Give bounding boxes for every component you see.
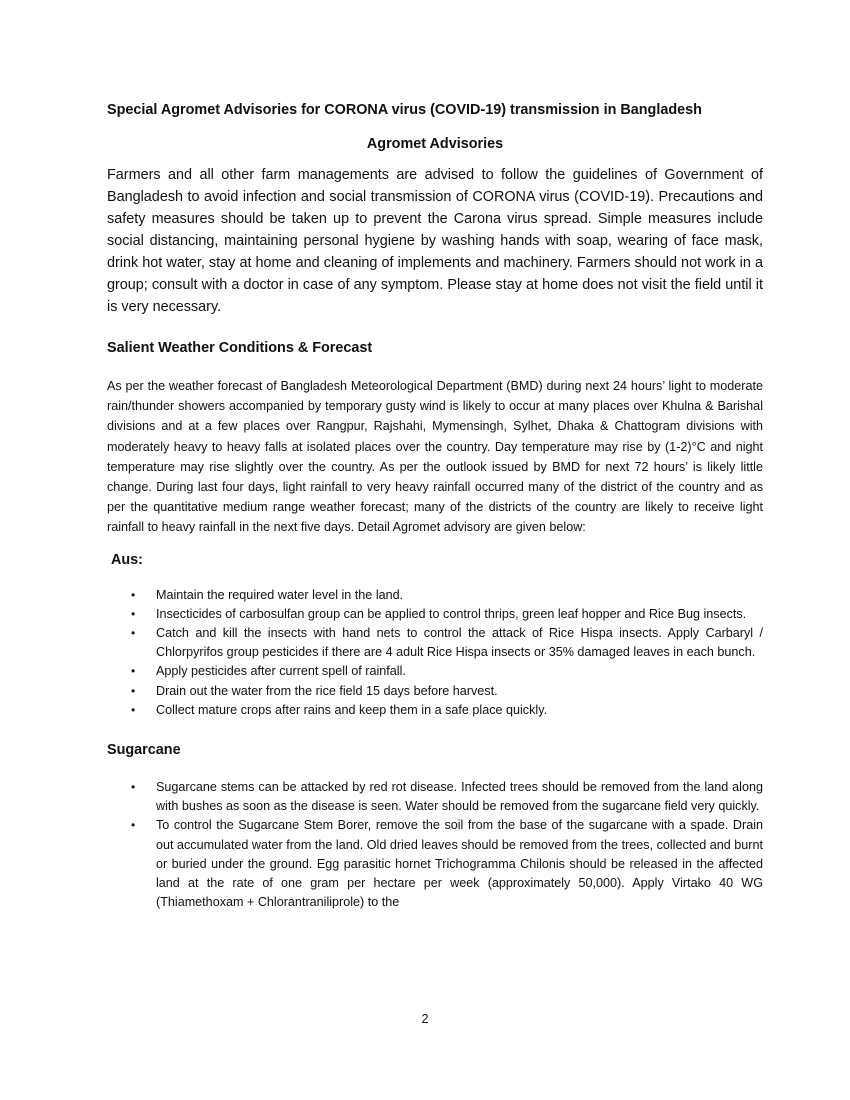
bullet-icon: • (131, 818, 136, 833)
list-item-text: Sugarcane stems can be attacked by red rot disease. Infected trees should be removed from the land along with bushes as soon as the disease is seen. Water should be removed from the sugarcane field very quickly. (156, 780, 763, 814)
bullet-icon: • (131, 780, 136, 795)
list-item (107, 624, 763, 662)
list-item-text: Apply pesticides after current spell of rainfall. (156, 664, 406, 679)
sugarcane-heading: Sugarcane (107, 742, 181, 759)
aus-list (107, 586, 763, 720)
list-item-text: Collect mature crops after rains and keep them in a safe place quickly. (156, 702, 548, 717)
list-item (107, 816, 763, 912)
list-item-text: Maintain the required water level in the land. (156, 587, 404, 602)
list-item (107, 586, 763, 605)
sugarcane-list (107, 778, 763, 912)
list-item-text: Drain out the water from the rice field 15 days before harvest. (156, 683, 498, 698)
weather-heading: Salient Weather Conditions & Forecast (107, 340, 373, 356)
list-item (107, 662, 763, 681)
weather-paragraph: As per the weather forecast of Bangladesh Meteorological Department (BMD) during next 24 hours’ light to moderate rain/thunder showers accompanied by temporary gusty wind is likely to occur at many places over Khulna & Barishal divisions and at a few places over Rangpur, Rajshahi, Mymensingh, Sylhet, Dhaka & Chattogram divisions with moderately heavy to heavy falls at isolated places over the country. Day temperature may rise by (1-2)°C and night temperature may rise slightly over the country. As per the outlook issued by BMD for next 72 hours’ is likely little change. During last four days, light rainfall to very heavy rainfall occurred many of the district of the country and as per the quantitative medium range weather forecast; many of the districts of the country are likely to receive light rainfall to heavy rainfall in the next five days. Detail Agromet advisory are given below: (107, 379, 763, 535)
bullet-icon: • (131, 626, 136, 641)
bullet-icon: • (131, 702, 136, 717)
document-page (107, 100, 763, 912)
page-number: 2 (421, 1012, 429, 1026)
list-item-text: To control the Sugarcane Stem Borer, remove the soil from the base of the sugarcane with a spade. Drain out accumulated water from the land. Old dried leaves should be removed from the trees, collected and burnt or buried under the ground. Egg parasitic hornet Trichogramma Chilonis should be released in the affected land at the rate of one gram per hectare per week (approximately 50,000). Apply Virtako 40 WG (Thiamethoxam + Chlorantraniliprole) to the (156, 818, 763, 910)
list-item (107, 605, 763, 624)
list-item (107, 778, 763, 816)
list-item (107, 701, 763, 720)
bullet-icon: • (131, 683, 136, 698)
list-item (107, 682, 763, 701)
document-title: Special Agromet Advisories for CORONA virus (COVID-19) transmission in Bangladesh (107, 102, 702, 118)
bullet-icon: • (131, 606, 136, 621)
list-item-text: Catch and kill the insects with hand nets to control the attack of Rice Hispa insects. Apply Carbaryl / Chlorpyrifos group pesticides if there are 4 adult Rice Hispa insects or 35% damaged leaves in each bunch. (156, 626, 763, 660)
list-item-text: Insecticides of carbosulfan group can be applied to control thrips, green leaf hopper and Rice Bug insects. (156, 606, 747, 621)
document-subtitle: Agromet Advisories (366, 136, 504, 152)
intro-paragraph: Farmers and all other farm managements are advised to follow the guidelines of Government of Bangladesh to avoid infection and social transmission of CORONA virus (COVID-19). Precautions and safety measures should be taken up to prevent the Carona virus spread. Simple measures include social distancing, maintaining personal hygiene by washing hands with soap, wearing of face mask, drink hot water, stay at home and cleaning of implements and machinery. Farmers should not work in a group; consult with a doctor in case of any symptom. Please stay at home does not visit the field until it is very necessary. (107, 167, 763, 315)
aus-heading: Aus: (111, 551, 143, 568)
bullet-icon: • (131, 587, 136, 602)
bullet-icon: • (131, 664, 136, 679)
